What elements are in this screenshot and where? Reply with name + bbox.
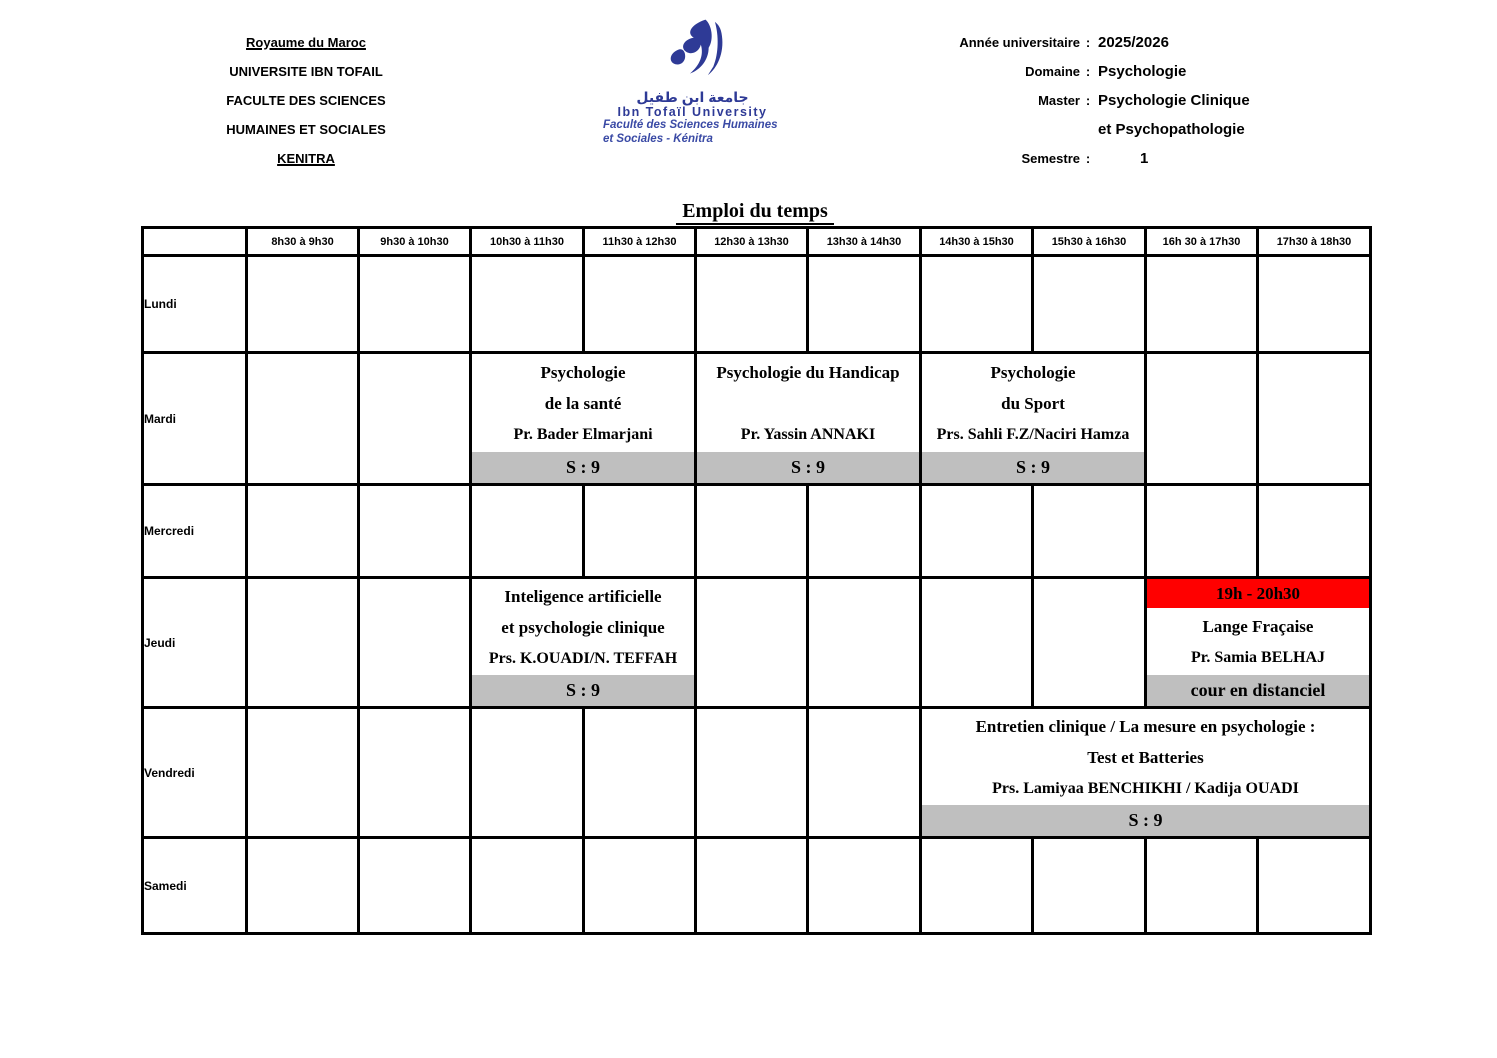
empty-cell bbox=[584, 485, 696, 578]
year-value: 2025/2026 bbox=[1098, 34, 1169, 51]
evening-time-banner: 19h - 20h30 bbox=[1147, 579, 1369, 608]
empty-cell bbox=[696, 578, 808, 708]
master-cont-separator bbox=[1080, 115, 1096, 144]
logo-university-name: Ibn Tofaïl University bbox=[617, 105, 768, 119]
empty-cell bbox=[584, 838, 696, 934]
empty-cell bbox=[1033, 256, 1146, 353]
time-slot-header-8: 15h30 à 16h30 bbox=[1033, 228, 1146, 256]
empty-cell bbox=[247, 353, 359, 485]
room-badge: S : 9 bbox=[697, 452, 919, 483]
time-slot-header-3: 10h30 à 11h30 bbox=[471, 228, 584, 256]
time-slot-header-2: 9h30 à 10h30 bbox=[359, 228, 471, 256]
empty-cell bbox=[359, 838, 471, 934]
domain-label: Domaine bbox=[1025, 64, 1080, 79]
course-title-line: Inteligence artificielle bbox=[504, 587, 662, 607]
room-badge: S : 9 bbox=[922, 805, 1369, 836]
room-badge: S : 9 bbox=[922, 452, 1144, 483]
domain-separator: : bbox=[1085, 64, 1091, 79]
row-lundi bbox=[143, 256, 1371, 353]
course-jeudi-langue-francaise bbox=[1146, 578, 1371, 708]
row-jeudi bbox=[143, 578, 1371, 708]
empty-cell bbox=[1146, 838, 1258, 934]
empty-cell bbox=[1146, 256, 1258, 353]
empty-cell bbox=[471, 256, 584, 353]
semester-value: 1 bbox=[1140, 150, 1149, 167]
empty-cell bbox=[247, 708, 359, 838]
course-vendredi-entretien-clinique bbox=[921, 708, 1371, 838]
time-slot-header-6: 13h30 à 14h30 bbox=[808, 228, 921, 256]
empty-cell bbox=[1258, 353, 1371, 485]
course-title-line: de la santé bbox=[544, 393, 622, 413]
empty-cell bbox=[921, 485, 1033, 578]
empty-cell bbox=[359, 578, 471, 708]
empty-cell bbox=[1146, 485, 1258, 578]
empty-cell bbox=[921, 256, 1033, 353]
faculty-line-2: HUMAINES ET SOCIALES bbox=[226, 122, 386, 137]
course-jeudi-ia-psychologie bbox=[471, 578, 696, 708]
course-mardi-psychologie-handicap bbox=[696, 353, 921, 485]
empty-cell bbox=[584, 256, 696, 353]
day-label-mardi: Mardi bbox=[143, 353, 247, 485]
empty-cell bbox=[471, 485, 584, 578]
course-mardi-psychologie-sante bbox=[471, 353, 696, 485]
empty-cell bbox=[471, 838, 584, 934]
program-info-header bbox=[930, 28, 1290, 173]
info-row-domain bbox=[930, 57, 1290, 86]
logo-subtitle-2: et Sociales - Kénitra bbox=[603, 132, 713, 145]
empty-cell bbox=[808, 256, 921, 353]
empty-cell bbox=[808, 838, 921, 934]
day-label-samedi: Samedi bbox=[143, 838, 247, 934]
time-slot-header-4: 11h30 à 12h30 bbox=[584, 228, 696, 256]
empty-cell bbox=[1033, 485, 1146, 578]
time-slot-header-1: 8h30 à 9h30 bbox=[247, 228, 359, 256]
empty-cell bbox=[808, 578, 921, 708]
empty-cell bbox=[359, 485, 471, 578]
row-vendredi bbox=[143, 708, 1371, 838]
info-row-master-cont bbox=[930, 115, 1290, 144]
course-professor: Prs. Sahli F.Z/Naciri Hamza bbox=[936, 426, 1130, 444]
time-slot-header-9: 16h 30 à 17h30 bbox=[1146, 228, 1258, 256]
semester-separator: : bbox=[1085, 151, 1091, 166]
info-row-year bbox=[930, 28, 1290, 57]
empty-cell bbox=[808, 708, 921, 838]
university-logo bbox=[595, 18, 790, 146]
course-professor: Pr. Bader Elmarjani bbox=[513, 426, 653, 444]
empty-cell bbox=[696, 485, 808, 578]
course-title-line: du Sport bbox=[1001, 393, 1065, 413]
row-samedi bbox=[143, 838, 1371, 934]
empty-cell bbox=[1146, 353, 1258, 485]
logo-subtitle-1: Faculté des Sciences Humaines bbox=[603, 119, 778, 131]
master-label: Master bbox=[1038, 93, 1080, 108]
year-separator: : bbox=[1085, 35, 1091, 50]
course-professor: Prs. Lamiyaa BENCHIKHI / Kadija OUADI bbox=[992, 779, 1299, 797]
course-professor: Pr. Yassin ANNAKI bbox=[740, 426, 876, 444]
page-title bbox=[141, 200, 1369, 223]
day-label-jeudi: Jeudi bbox=[143, 578, 247, 708]
logo-arabic-text: جامعة ابن طفيل bbox=[636, 89, 749, 105]
row-mercredi bbox=[143, 485, 1371, 578]
time-slot-header-5: 12h30 à 13h30 bbox=[696, 228, 808, 256]
empty-cell bbox=[696, 708, 808, 838]
time-header-row bbox=[143, 228, 1371, 256]
course-title-line: Psychologie bbox=[990, 362, 1076, 382]
room-badge: S : 9 bbox=[472, 675, 694, 706]
empty-cell bbox=[359, 708, 471, 838]
empty-cell bbox=[1033, 578, 1146, 708]
university-line: UNIVERSITE IBN TOFAIL bbox=[229, 64, 383, 79]
course-professor: Pr. Samia BELHAJ bbox=[1190, 649, 1326, 667]
empty-cell bbox=[359, 256, 471, 353]
day-label-vendredi: Vendredi bbox=[143, 708, 247, 838]
corner-cell bbox=[143, 228, 247, 256]
kingdom-line: Royaume du Maroc bbox=[246, 35, 366, 50]
course-mardi-psychologie-sport bbox=[921, 353, 1146, 485]
empty-cell bbox=[584, 708, 696, 838]
timetable bbox=[141, 226, 1372, 935]
faculty-line-1: FACULTE DES SCIENCES bbox=[226, 93, 386, 108]
semester-label: Semestre bbox=[1021, 151, 1080, 166]
course-title-line: Lange Fraçaise bbox=[1202, 616, 1314, 636]
empty-cell bbox=[1258, 485, 1371, 578]
info-row-master bbox=[930, 86, 1290, 115]
empty-cell bbox=[247, 578, 359, 708]
page-title-text: Emploi du temps bbox=[676, 200, 834, 225]
empty-cell bbox=[1258, 838, 1371, 934]
empty-cell bbox=[471, 708, 584, 838]
room-badge: S : 9 bbox=[472, 452, 694, 483]
day-label-lundi: Lundi bbox=[143, 256, 247, 353]
empty-cell bbox=[696, 838, 808, 934]
empty-cell bbox=[921, 578, 1033, 708]
empty-cell bbox=[808, 485, 921, 578]
course-title-line: Test et Batteries bbox=[1087, 747, 1204, 767]
time-slot-header-10: 17h30 à 18h30 bbox=[1258, 228, 1371, 256]
empty-cell bbox=[921, 838, 1033, 934]
empty-cell bbox=[247, 256, 359, 353]
empty-cell bbox=[1258, 256, 1371, 353]
course-title-line: Entretien clinique / La mesure en psychologie : bbox=[975, 717, 1316, 737]
time-slot-header-7: 14h30 à 15h30 bbox=[921, 228, 1033, 256]
day-label-mercredi: Mercredi bbox=[143, 485, 247, 578]
course-title-line: et psychologie clinique bbox=[501, 617, 665, 637]
university-logo-icon bbox=[645, 18, 741, 90]
master-cont-label bbox=[930, 115, 1080, 144]
empty-cell bbox=[247, 838, 359, 934]
empty-cell bbox=[696, 256, 808, 353]
empty-cell bbox=[247, 485, 359, 578]
master-separator: : bbox=[1085, 93, 1091, 108]
course-title-line: Psychologie bbox=[540, 362, 626, 382]
master-cont-value: et Psychopathologie bbox=[1098, 121, 1245, 138]
empty-cell bbox=[1033, 838, 1146, 934]
course-professor: Prs. K.OUADI/N. TEFFAH bbox=[488, 649, 678, 667]
city-line: KENITRA bbox=[277, 151, 335, 166]
master-value: Psychologie Clinique bbox=[1098, 92, 1250, 109]
course-title-line: Psychologie du Handicap bbox=[716, 362, 900, 382]
institution-header bbox=[186, 28, 426, 173]
year-label: Année universitaire bbox=[959, 35, 1080, 50]
empty-cell bbox=[359, 353, 471, 485]
row-mardi bbox=[143, 353, 1371, 485]
distance-learning-badge: cour en distanciel bbox=[1147, 675, 1369, 706]
info-row-semester bbox=[930, 144, 1290, 173]
domain-value: Psychologie bbox=[1098, 63, 1187, 80]
